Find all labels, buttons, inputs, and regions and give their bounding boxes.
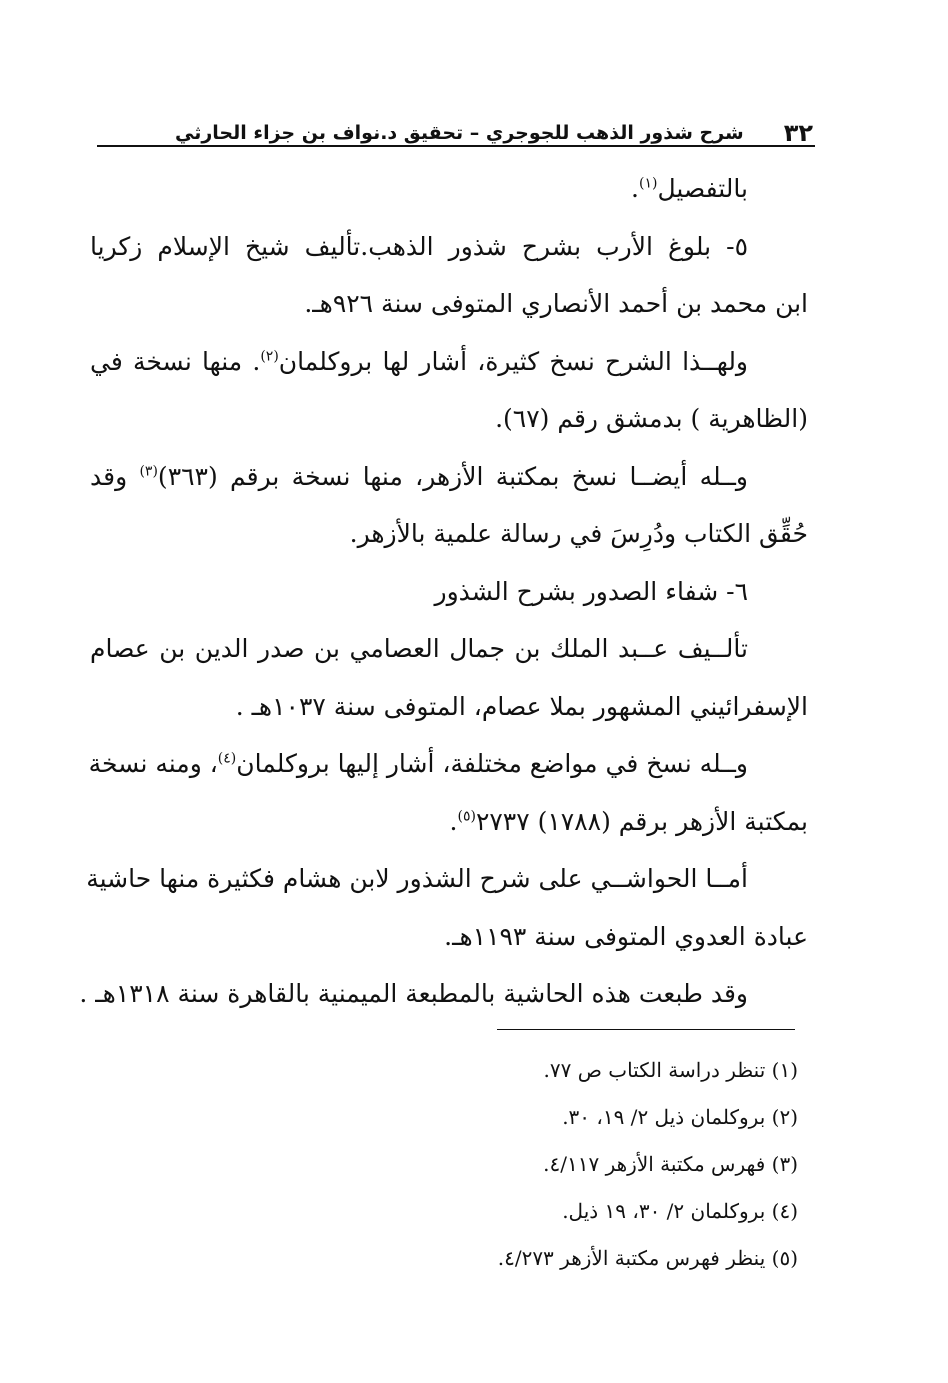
text-line: وــله أيضــا نسخ بمكتبة الأزهر، منها نسخة برقم (٣٦٣)$^{(٣)}$ وقد [90,461,749,491]
text-line: ولهــذا الشرح نسخ كثيرة، أشار لها بروكلمان$^{(٢)}$. منها نسخة في [90,346,749,376]
main-text [79,160,808,1023]
text-line: بالتفصيل$^{(١)}$. [631,174,748,203]
footnote-ref: (٤) [217,750,237,767]
text-line: وقد طبعت هذه الحاشية بالمطبعة الميمنية بالقاهرة سنة ١٣١٨هـ . [79,979,748,1008]
text-line: حُقِّق الكتاب ودُرِسَ في رسالة علمية بالأزهر. [349,519,808,548]
footnote: (٢) بروكلمان ذيل ٢/ ١٩، ٣٠. [562,1105,798,1129]
footnote: (٣) فهرس مكتبة الأزهر ٤/١١٧. [543,1152,798,1176]
text-line: عبادة العدوي المتوفى سنة ١١٩٣هـ. [444,921,808,951]
footnote: (٥) ينظر فهرس مكتبة الأزهر ٤/٢٧٣. [497,1246,798,1270]
footnote-ref: (١) [638,175,658,192]
text-line: وــله نسخ في مواضع مختلفة، أشار إليها بروكلمان$^{(٤)}$، ومنه نسخة [88,749,748,778]
footnotes [238,1047,798,1282]
footnote-ref: (٥) [457,808,476,825]
text-line: تألــيف عــبد الملك بن جمال العصامي بن صدر الدين بن عصام [90,634,748,663]
text-line: أمــا الحواشــي على شرح الشذور لابن هشام فكثيرة منها حاشية [86,864,748,893]
text-line: بمكتبة الأزهر برقم (١٧٨٨) ٢٧٣٧$^{(٥)}$. [449,806,808,836]
running-header [95,112,815,148]
text-line: ٦- شفاء الصدور بشرح الشذور [434,576,748,606]
header-rule [97,145,815,147]
text-line: ابن محمد بن أحمد الأنصاري المتوفى سنة ٩٢٦هـ. [304,289,808,318]
running-title: شرح شذور الذهب للجوجري – تحقيق د.نواف بن جزاء الحارثي [175,122,744,144]
page-number: ٣٢ [783,119,813,147]
text-line: الإسفرائيني المشهور بملا عصام، المتوفى سنة ١٠٣٧هـ . [235,691,808,721]
text-line: ٥- بلوغ الأرب بشرح شذور الذهب.تأليف شيخ الإسلام زكريا [90,231,748,261]
footnote: (١) تنظر دراسة الكتاب ص ٧٧. [543,1058,798,1082]
text-line: (الظاهرية ) بدمشق رقم (٦٧). [495,404,808,433]
footnote-separator [497,1029,795,1030]
footnote: (٤) بروكلمان ٢/ ٣٠، ١٩ ذيل. [562,1199,798,1223]
footnote-ref: (٢) [260,348,279,365]
footnote-ref: (٣) [139,463,158,480]
